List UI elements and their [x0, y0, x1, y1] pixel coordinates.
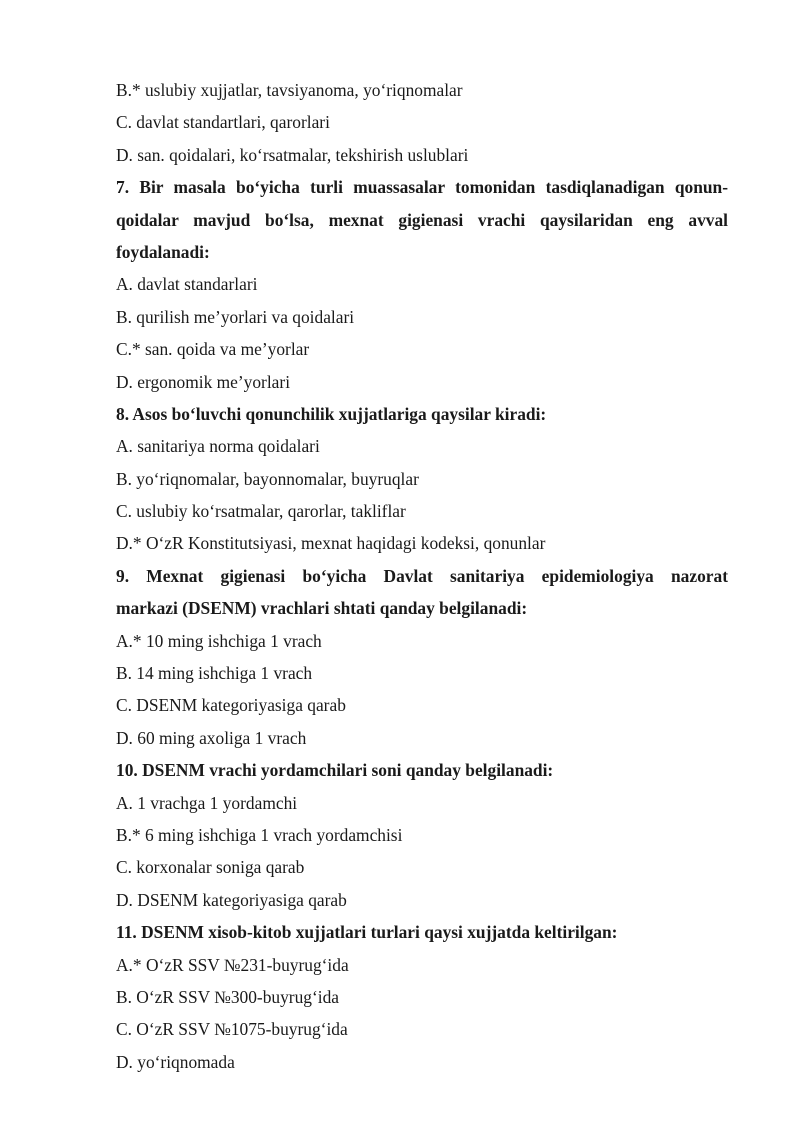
answer-option: D. ergonomik me’yorlari: [116, 371, 291, 392]
answer-option: A. 1 vrachga 1 yordamchi: [116, 792, 298, 813]
question-text-line: qoidalar mavjud bo‘lsa, mexnat gigienasi vrachi qaysilaridan eng avval: [116, 209, 728, 230]
answer-option: A.* 10 ming ishchiga 1 vrach: [116, 630, 322, 651]
answer-option: D. DSENM kategoriyasiga qarab: [116, 889, 347, 910]
answer-option: C. davlat standartlari, qarorlari: [116, 112, 330, 133]
answer-option: D. san. qoidalari, ko‘rsatmalar, tekshirish uslublari: [116, 144, 469, 165]
question-text-line: 7. Bir masala bo‘yicha turli muassasalar tomonidan tasdiqlanadigan qonun-: [116, 177, 728, 198]
answer-option: C. uslubiy ko‘rsatmalar, qarorlar, takliflar: [116, 501, 406, 522]
answer-option: D. yo‘riqnomada: [116, 1051, 235, 1072]
answer-option: C.* san. qoida va me’yorlar: [116, 339, 310, 360]
answer-option: B. 14 ming ishchiga 1 vrach: [116, 663, 313, 684]
answer-option: C. O‘zR SSV №1075-buyrug‘ida: [116, 1019, 348, 1040]
question-text-line: 11. DSENM xisob-kitob xujjatlari turlari qaysi xujjatda keltirilgan:: [116, 922, 618, 943]
question-text-line: 9. Mexnat gigienasi bo‘yicha Davlat sanitariya epidemiologiya nazorat: [116, 565, 728, 586]
answer-option: A. sanitariya norma qoidalari: [116, 436, 320, 457]
answer-option: B. qurilish me’yorlari va qoidalari: [116, 306, 355, 327]
answer-option: A. davlat standarlari: [116, 274, 258, 295]
answer-option: D.* O‘zR Konstitutsiyasi, mexnat haqidagi kodeksi, qonunlar: [116, 533, 546, 554]
answer-option: B. yo‘riqnomalar, bayonnomalar, buyruqlar: [116, 468, 419, 489]
answer-option: C. DSENM kategoriyasiga qarab: [116, 695, 346, 716]
question-text-line: markazi (DSENM) vrachlari shtati qanday belgilanadi:: [116, 598, 528, 619]
document-page: [116, 74, 728, 1078]
question-text-line: foydalanadi:: [116, 241, 210, 262]
answer-option: D. 60 ming axoliga 1 vrach: [116, 727, 307, 748]
answer-option: A.* O‘zR SSV №231-buyrug‘ida: [116, 954, 349, 975]
question-text-line: 8. Asos bo‘luvchi qonunchilik xujjatlariga qaysilar kiradi:: [116, 403, 547, 424]
answer-option: B.* 6 ming ishchiga 1 vrach yordamchisi: [116, 824, 403, 845]
answer-option: C. korxonalar soniga qarab: [116, 857, 305, 878]
question-text-line: 10. DSENM vrachi yordamchilari soni qanday belgilanadi:: [116, 760, 554, 781]
answer-option: B. O‘zR SSV №300-buyrug‘ida: [116, 986, 340, 1007]
answer-option: B.* uslubiy xujjatlar, tavsiyanoma, yo‘riqnomalar: [116, 80, 463, 100]
